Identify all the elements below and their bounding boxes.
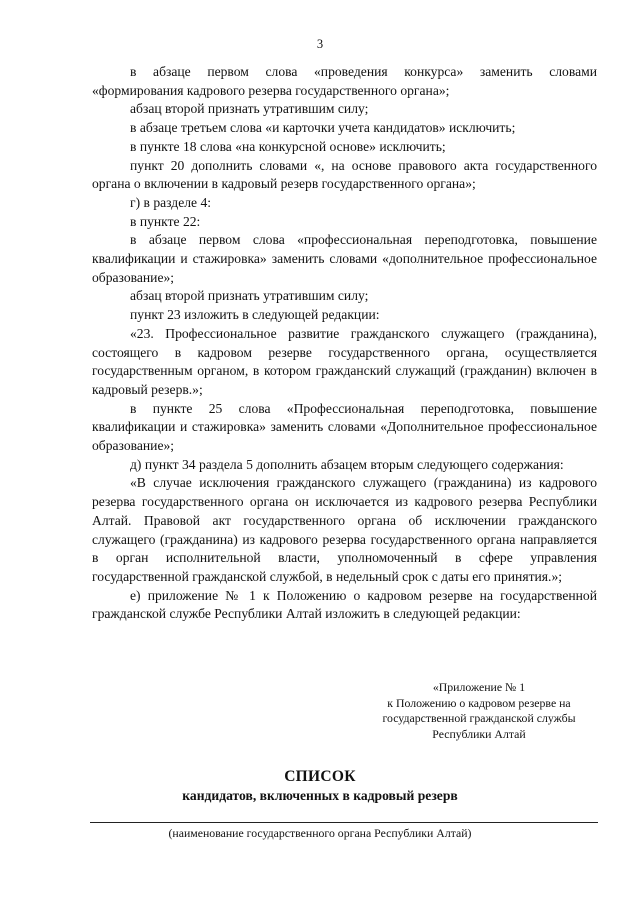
paragraph: пункт 20 дополнить словами «, на основе правового акта государственного органа о включении в кадровый резерв государственного органа»; [92,157,597,192]
paragraph: в пункте 22: [130,213,201,229]
paragraph: абзац второй признать утратившим силу; [130,288,369,304]
appendix-line: государственной гражданской службы [382,711,576,726]
page-number: 3 [316,37,324,51]
paragraph: «В случае исключения гражданского служащего (гражданина) из кадрового резерва государственного органа он исключается из кадрового резерва Республики Алтай. Правовой акт государственного органа об исключении гражданского служащего (гражданина) из кадрового резерва государственного органа направляется в орган исполнительной власти, уполномоченный в сфере управления государственной гражданской службой, в недельный срок с даты его принятия.»; [92,475,597,584]
appendix-line: Республики Алтай [432,726,526,741]
paragraph: в пункте 25 слова «Профессиональная переподготовка, повышение квалификации и стажировка» заменить словами «Дополнительное профессиональное образование»; [92,400,597,454]
list-title: СПИСОК [284,768,356,785]
paragraph: в абзаце первом слова «профессиональная переподготовка, повышение квалификации и стажировка» заменить словами «дополнительное профессиональное образование»; [92,232,597,285]
appendix-reference [356,680,602,742]
appendix-line: «Приложение № 1 [432,680,526,694]
list-subtitle: кандидатов, включенных в кадровый резерв [182,788,458,803]
fill-in-line [90,822,598,823]
paragraph: в пункте 18 слова «на конкурсной основе» исключить; [130,138,446,154]
paragraph: е) приложение № 1 к Положению о кадровом резерве на государственной гражданской службе Республики Алтай изложить в следующей редакции: [92,587,597,622]
paragraph: пункт 23 изложить в следующей редакции: [130,307,380,323]
paragraph: абзац второй признать утратившим силу; [130,101,369,117]
paragraph: в абзаце первом слова «проведения конкурса» заменить словами «формирования кадрового резерва государственного органа»; [92,64,597,98]
paragraph: «23. Профессиональное развитие гражданского служащего (гражданина), состоящего в кадровом резерве государственного органа, осуществляется государственным органом, в котором гражданский служащий (гражданин) включен в кадровый резерв.»; [92,325,597,397]
paragraph: д) пункт 34 раздела 5 дополнить абзацем вторым следующего содержания: [130,456,564,472]
paragraph: г) в разделе 4: [130,194,212,210]
paragraph: в абзаце третьем слова «и карточки учета кандидатов» исключить; [130,120,516,136]
fill-in-caption: (наименование государственного органа Республики Алтай) [168,826,472,840]
appendix-line: к Положению о кадровом резерве на [387,695,571,710]
document-body [92,63,597,624]
